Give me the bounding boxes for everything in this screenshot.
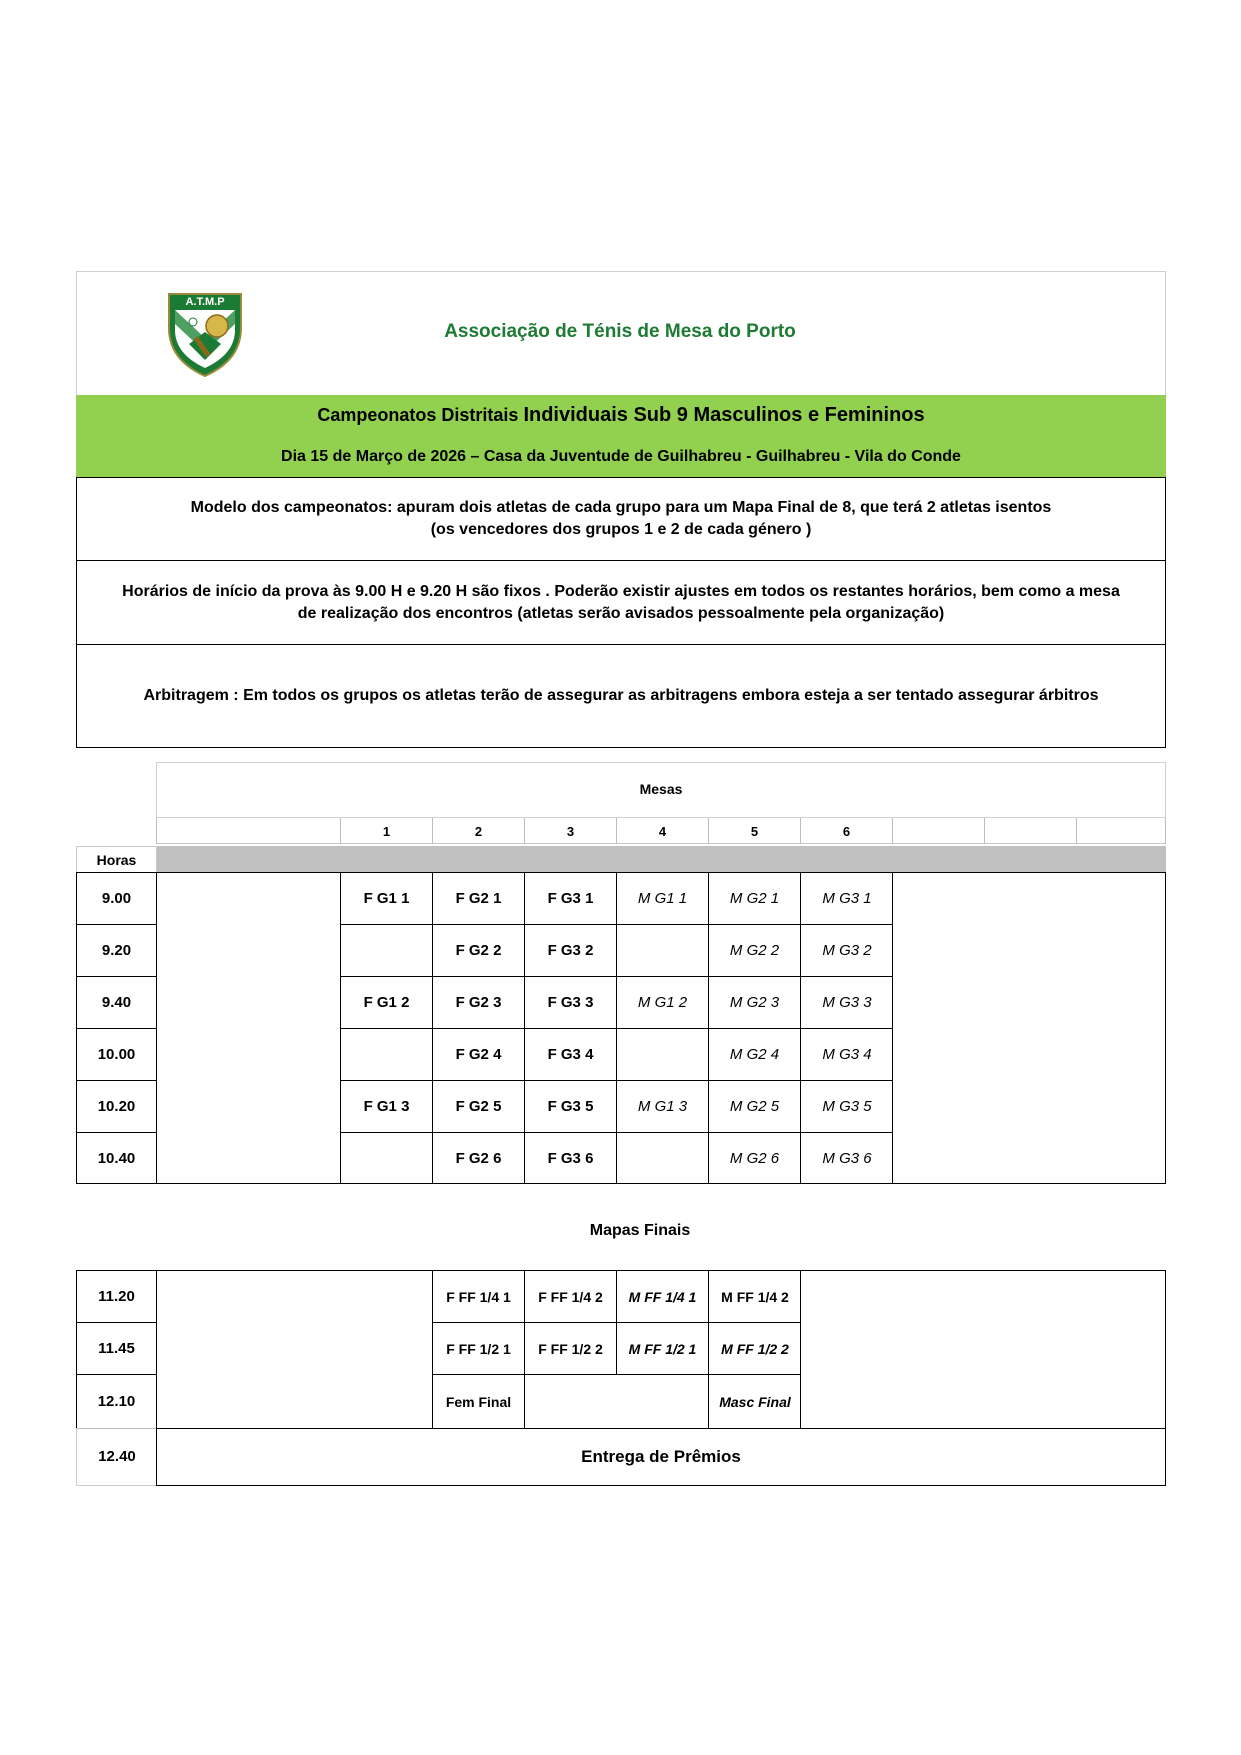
mesas-label: Mesas: [639, 781, 683, 797]
note-format-line1: Modelo dos campeonatos: apuram dois atletas de cada grupo para um Mapa Final de 8, que terá 2 atletas isentos: [190, 499, 1052, 516]
time-cell: 10.40: [77, 1133, 157, 1183]
table-number-extra: [892, 818, 984, 844]
match-cell: [341, 1029, 433, 1081]
match-cell: [341, 925, 433, 977]
table-number-5: 5: [708, 818, 800, 844]
match-cell: M G1 3: [617, 1081, 709, 1133]
final-match-cell: F FF 1/2 2: [525, 1323, 617, 1375]
time-cell: 9.20: [77, 925, 157, 977]
note-schedule-line2: de realização dos encontros (atletas serão avisados pessoalmente pela organização): [297, 604, 945, 622]
match-cell: F G3 3: [525, 977, 617, 1029]
match-cell: F G2 6: [433, 1133, 525, 1183]
match-cell: M G2 4: [709, 1029, 801, 1081]
table-number-1: 1: [340, 818, 432, 844]
time-cell: 9.00: [77, 873, 157, 925]
table-numbers-row: [156, 818, 1166, 844]
final-match-blank: [525, 1375, 709, 1429]
match-cell: F G2 2: [433, 925, 525, 977]
match-cell: M G3 5: [801, 1081, 893, 1133]
table-number-6: 6: [800, 818, 892, 844]
time-cell: 9.40: [77, 977, 157, 1029]
match-cell: M G1 1: [617, 873, 709, 925]
match-cell: F G2 1: [433, 873, 525, 925]
schedule-grid: [76, 872, 1166, 1184]
horas-label: Horas: [76, 846, 157, 872]
match-cell: F G3 2: [525, 925, 617, 977]
match-cell: F G1 3: [341, 1081, 433, 1133]
note-refereeing-line: Arbitragem : Em todos os grupos os atletas terão de assegurar as arbitragens embora esteja a ser tentado assegurar árbitros: [143, 687, 1099, 704]
final-match-cell: M FF 1/2 2: [709, 1323, 801, 1375]
match-cell: M G3 1: [801, 873, 893, 925]
grey-separator: [157, 846, 1166, 872]
match-cell: [617, 1133, 709, 1183]
table-number-3: 3: [524, 818, 616, 844]
table-number-extra: [1076, 818, 1166, 844]
match-cell: M G2 1: [709, 873, 801, 925]
match-cell: M G2 2: [709, 925, 801, 977]
time-cell: 10.00: [77, 1029, 157, 1081]
match-cell: M G2 6: [709, 1133, 801, 1183]
match-cell: F G3 1: [525, 873, 617, 925]
table-number-4: 4: [616, 818, 708, 844]
finals-title: Mapas Finais: [589, 1222, 691, 1239]
championship-title: [76, 400, 1166, 430]
match-cell: F G2 4: [433, 1029, 525, 1081]
match-cell: [617, 925, 709, 977]
final-match-cell: M FF 1/4 1: [617, 1271, 709, 1323]
awards-label: Entrega de Prêmios: [156, 1428, 1166, 1486]
match-cell: [617, 1029, 709, 1081]
atmp-logo: [165, 288, 245, 378]
final-match-cell: M FF 1/4 2: [709, 1271, 801, 1323]
time-cell: 11.20: [77, 1271, 157, 1323]
note-format-line2: (os vencedores dos grupos 1 e 2 de cada género ): [430, 521, 812, 538]
final-match-cell: F FF 1/4 1: [433, 1271, 525, 1323]
final-match-cell: Fem Final: [433, 1375, 525, 1429]
final-match-cell: M FF 1/2 1: [617, 1323, 709, 1375]
note-schedule: [76, 560, 1166, 645]
title-part2: Individuais Sub 9 Masculinos e Femininos: [523, 403, 925, 426]
final-match-cell: F FF 1/4 2: [525, 1271, 617, 1323]
awards-time: 12.40: [76, 1428, 157, 1486]
match-cell: M G2 5: [709, 1081, 801, 1133]
match-cell: F G1 1: [341, 873, 433, 925]
match-cell: [341, 1133, 433, 1183]
final-match-cell: Masc Final: [719, 1394, 791, 1410]
match-cell: M G3 4: [801, 1029, 893, 1081]
final-match-cell: F FF 1/2 1: [433, 1323, 525, 1375]
match-cell: M G3 3: [801, 977, 893, 1029]
match-cell: F G3 4: [525, 1029, 617, 1081]
match-cell: M G2 3: [709, 977, 801, 1029]
time-cell: 12.10: [77, 1375, 157, 1429]
note-refereeing: [76, 644, 1166, 748]
logo-text: A.T.M.P: [185, 296, 225, 308]
time-cell: 10.20: [77, 1081, 157, 1133]
title-part1: Campeonatos Distritais: [317, 404, 519, 425]
table-number-extra: [984, 818, 1076, 844]
match-cell: M G3 6: [822, 1149, 872, 1167]
match-cell: F G3 5: [525, 1081, 617, 1133]
finals-grid: [76, 1270, 1166, 1428]
match-cell: F G3 6: [525, 1133, 617, 1183]
match-cell: F G2 3: [433, 977, 525, 1029]
table-number-blank: [156, 818, 340, 844]
match-cell: M G3 2: [801, 925, 893, 977]
note-schedule-line1: Horários de início da prova às 9.00 H e 9.20 H são fixos . Poderão existir ajustes em todos os restantes horários, bem como a mesa: [122, 582, 1120, 600]
table-number-2: 2: [432, 818, 524, 844]
org-name: Associação de Ténis de Mesa do Porto: [444, 321, 796, 342]
time-cell: 11.45: [77, 1323, 157, 1375]
match-cell: F G2 5: [433, 1081, 525, 1133]
note-format: [76, 477, 1166, 561]
match-cell: M G1 2: [617, 977, 709, 1029]
event-date-venue: Dia 15 de Março de 2026 – Casa da Juventude de Guilhabreu - Guilhabreu - Vila do Conde: [281, 448, 961, 465]
match-cell: F G1 2: [341, 977, 433, 1029]
